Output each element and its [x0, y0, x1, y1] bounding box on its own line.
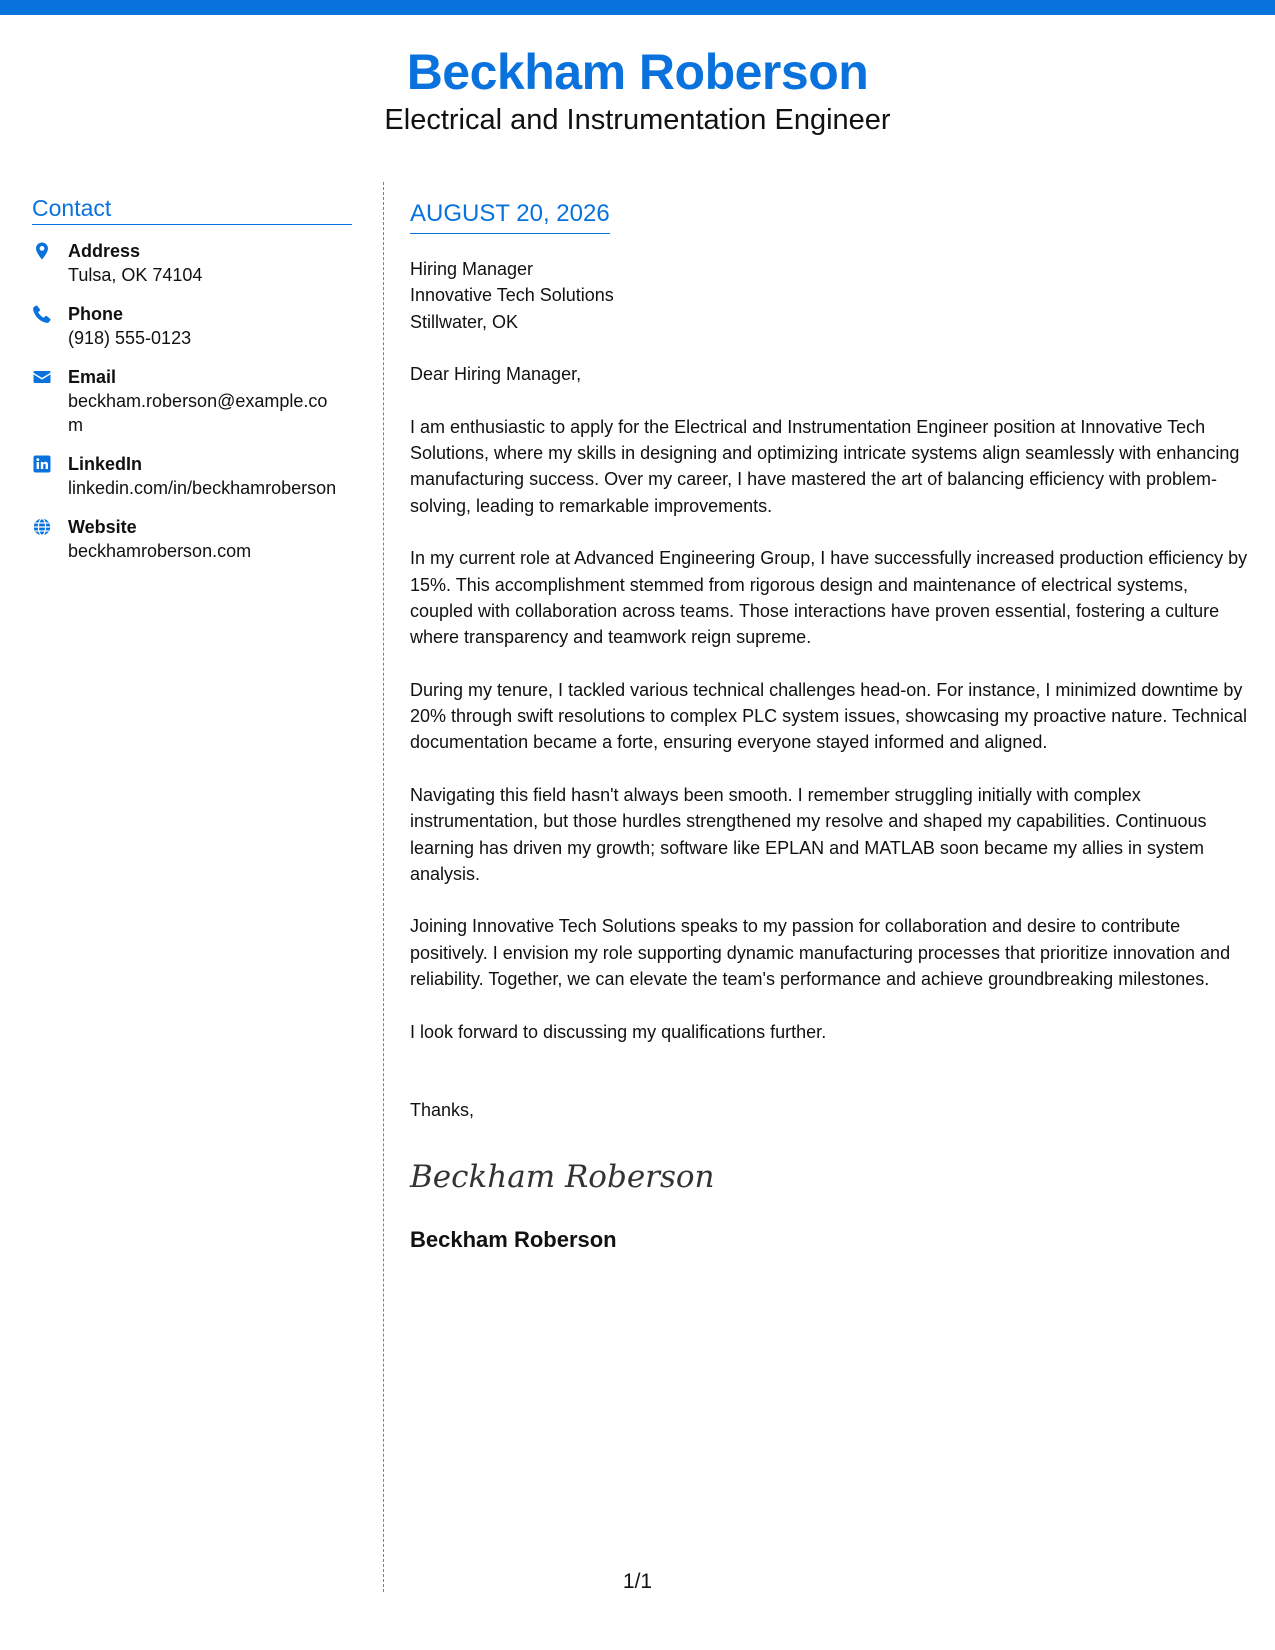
applicant-title: Electrical and Instrumentation Engineer — [384, 104, 891, 136]
contact-item-phone — [32, 302, 352, 350]
signed-name: Beckham Roberson — [410, 1227, 617, 1253]
signature-image — [410, 1151, 715, 1201]
top-accent-bar — [0, 0, 1275, 15]
body-paragraph: I am enthusiastic to apply for the Electrical and Instrumentation Engineer position at Innovative Tech Solutions, where my skills in designing and optimizing intricate systems align seamlessly with enhancing manufacturing success. Over my career, I have mastered the art of balancing efficiency with problem-solving, leading to remarkable improvements. — [410, 416, 1240, 516]
body-paragraph: In my current role at Advanced Engineering Group, I have successfully increased production efficiency by 15%. This accomplishment stemmed from rigorous design and maintenance of electrical systems, coupled with collaboration across teams. Those interactions have proven essential, fostering a culture where transparency and teamwork reign supreme. — [410, 548, 1248, 648]
phone-label: Phone — [68, 304, 124, 324]
page-number: 1/1 — [622, 1570, 653, 1593]
recipient-line: Innovative Tech Solutions — [410, 285, 614, 306]
email-value[interactable]: beckham.roberson@example.com — [68, 391, 328, 435]
contact-list — [32, 239, 352, 563]
recipient-line: Stillwater, OK — [410, 311, 519, 332]
letter-date: AUGUST 20, 2026 — [410, 199, 610, 234]
contact-heading: Contact — [32, 194, 352, 225]
applicant-name: Beckham Roberson — [406, 44, 869, 100]
body-paragraph: I look forward to discussing my qualifications further. — [410, 1021, 827, 1042]
linkedin-value[interactable]: linkedin.com/in/beckhamroberson — [68, 478, 337, 498]
body-paragraph: During my tenure, I tackled various technical challenges head-on. For instance, I minimized downtime by 20% through swift resolutions to complex PLC system issues, showcasing my proactive nature. Technical documentation became a forte, ensuring everyone stayed informed and aligned. — [410, 679, 1248, 753]
phone-value: (918) 555-0123 — [68, 328, 192, 348]
contact-item-linkedin — [32, 452, 352, 500]
body-paragraph: Joining Innovative Tech Solutions speaks to my passion for collaboration and desire to contribute positively. I envision my role supporting dynamic manufacturing processes that prioritize innovation and reliability. Together, we can elevate the team's performance and achieve groundbreaking milestones. — [410, 916, 1231, 990]
linkedin-label: LinkedIn — [68, 454, 143, 474]
linkedin-icon — [32, 454, 52, 474]
address-value: Tulsa, OK 74104 — [68, 265, 203, 285]
body-paragraph: Navigating this field hasn't always been smooth. I remember struggling initially with complex instrumentation, but those hurdles strengthened my resolve and shaped my capabilities. Continuous learning has driven my growth; software like EPLAN and MATLAB soon became my allies in system analysis. — [410, 784, 1207, 884]
recipient-block — [410, 256, 1250, 335]
address-label: Address — [68, 241, 141, 261]
salutation: Dear Hiring Manager, — [410, 364, 582, 385]
closing: Thanks, — [410, 1099, 475, 1120]
contact-item-website — [32, 515, 352, 563]
website-label: Website — [68, 517, 137, 537]
letter-body — [410, 199, 1250, 1254]
contact-sidebar — [32, 194, 352, 578]
signature-script-text: Beckham Roberson — [410, 1159, 715, 1196]
email-label: Email — [68, 367, 117, 387]
recipient-line: Hiring Manager — [410, 259, 534, 279]
envelope-icon — [32, 367, 52, 387]
website-value[interactable]: beckhamroberson.com — [68, 541, 252, 561]
column-divider — [383, 182, 384, 1592]
phone-icon — [32, 304, 52, 324]
contact-item-address — [32, 239, 352, 287]
globe-icon — [32, 517, 52, 537]
contact-item-email — [32, 365, 352, 437]
map-pin-icon — [32, 241, 52, 261]
